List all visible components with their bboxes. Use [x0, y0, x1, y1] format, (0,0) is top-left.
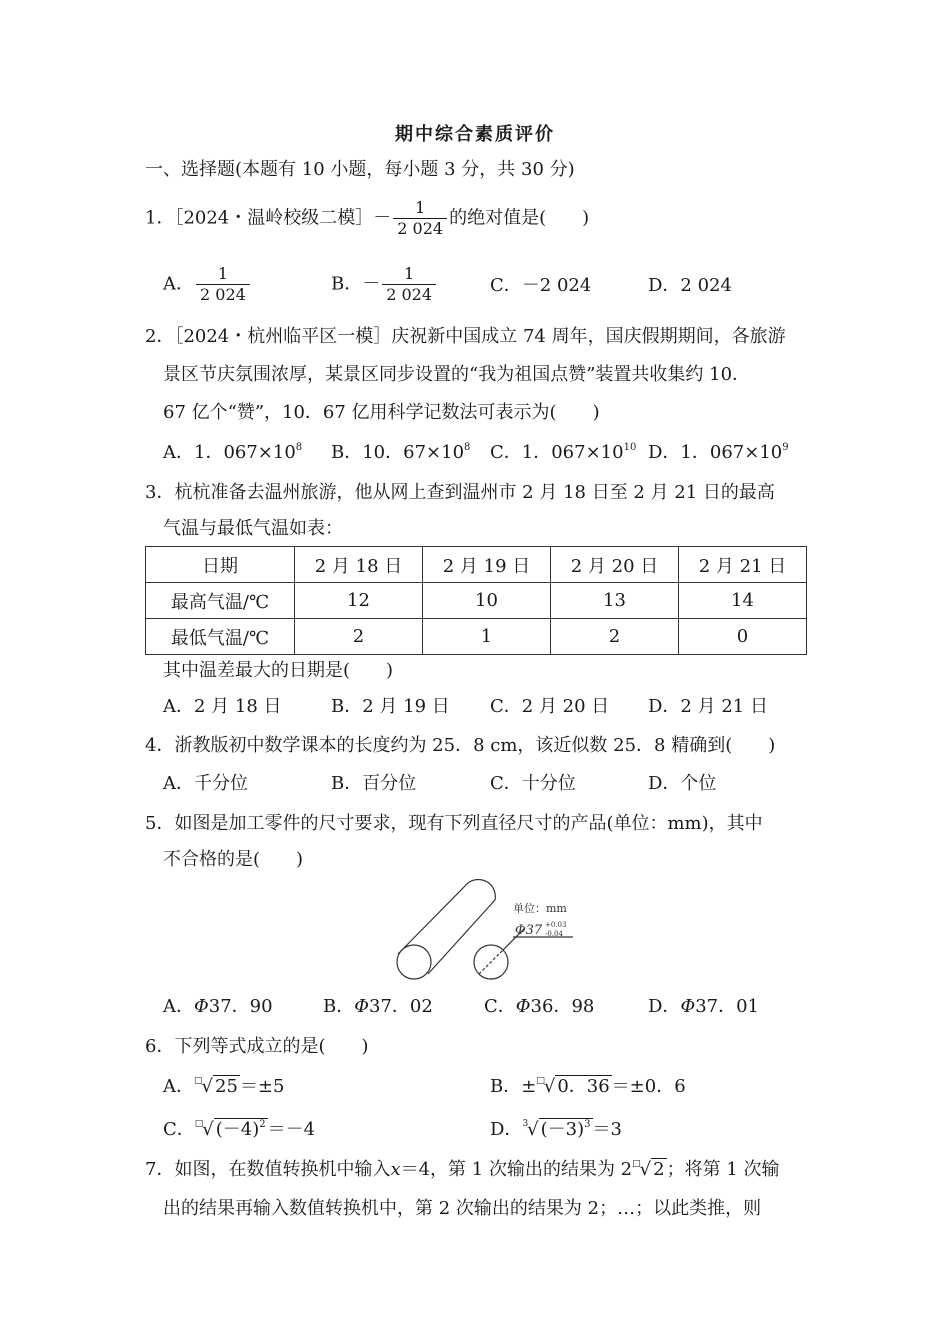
table-cell: 1: [423, 619, 551, 655]
q6-option-c-radicand: [214, 1118, 268, 1140]
q1-number: 1．: [145, 207, 175, 229]
table-row: [146, 619, 807, 655]
table-cell: 10: [423, 583, 551, 619]
q4-option-b: B．百分位: [331, 773, 417, 794]
q3-line-2: 气温与最低气温如表：: [163, 518, 343, 539]
table-header-cell: 2 月 20 日: [551, 547, 679, 583]
q7-line-1: [145, 1158, 780, 1185]
temperature-table: [145, 546, 807, 655]
table-header-row: [146, 547, 807, 583]
q5-option-b-label: B．: [323, 996, 355, 1017]
q1-option-b-fraction: [382, 264, 436, 305]
q2-option-b-base: B．10．67×10: [331, 442, 465, 463]
q7-line-1-start: 7．如图，在数值转换机中输入: [145, 1159, 391, 1180]
q2-option-c-exponent: 10: [623, 442, 637, 453]
q1-fraction: [393, 198, 447, 239]
q3-line-1: 3．杭杭准备去温州旅游，他从网上查到温州市 2 月 18 日至 2 月 21 日的最高: [145, 482, 775, 503]
q2-option-c-base: C．1．067×10: [490, 442, 624, 463]
q1-option-c: C．－2 024: [490, 275, 592, 296]
q6-option-c-index: □: [194, 1119, 204, 1129]
q6-option-c-rhs: ＝－4: [267, 1119, 316, 1140]
q5-option-b-value: 37．02: [369, 996, 433, 1017]
table-header-cell: 2 月 21 日: [679, 547, 807, 583]
q5-line-1: 5．如图是加工零件的尺寸要求，现有下列直径尺寸的产品(单位：mm)，其中: [145, 813, 763, 834]
q2-option-a-base: A．1．067×10: [163, 442, 296, 463]
q1-minus: －: [373, 207, 392, 229]
q2-option-d: [648, 441, 789, 465]
q6-option-b-radical: □√ 0．36: [536, 1076, 610, 1097]
q7-variable-x: x: [390, 1159, 401, 1180]
q6-option-d-label: D．: [490, 1119, 523, 1140]
q5-option-a-value: 37．90: [208, 996, 273, 1017]
q3-option-d: D．2 月 21 日: [648, 696, 768, 717]
cylinder-figure: [385, 870, 595, 988]
table-cell: 0: [679, 619, 807, 655]
q5-option-a-label: A．: [163, 996, 194, 1017]
q6-option-a-index: □: [194, 1076, 203, 1086]
q6-option-a-radical: □√ 25: [194, 1076, 238, 1097]
figure-lower-tolerance: -0.04: [545, 930, 563, 938]
q2-option-b: [331, 441, 470, 465]
q6-option-a: [163, 1075, 284, 1102]
q5-option-a-phi: Φ: [194, 996, 209, 1017]
q3-option-a: A．2 月 18 日: [163, 696, 282, 717]
q5-option-b-phi: Φ: [354, 996, 369, 1017]
q2-option-b-exponent: 8: [464, 442, 471, 453]
q2-option-c: [490, 441, 636, 465]
q1-option-b-denominator: 2 024: [386, 285, 433, 304]
q6-option-b-index: □: [536, 1076, 545, 1086]
q6-option-d-rhs: ＝3: [592, 1119, 622, 1140]
q1-fraction-denominator: 2 024: [397, 219, 444, 238]
q2-line-1: 2．［2024・杭州临平区一模］庆祝新中国成立 74 周年，国庆假期期间，各旅游: [145, 326, 786, 347]
q1-option-a-denominator: 2 024: [200, 285, 246, 304]
page-title: 期中综合素质评价: [395, 124, 555, 145]
q1-fraction-numerator: 1: [393, 198, 447, 219]
q2-option-a: [163, 441, 302, 465]
q5-option-d-phi: Φ: [680, 996, 696, 1017]
q6-option-c-exponent: 2: [259, 1119, 266, 1130]
q1-option-a-label: A．: [163, 273, 194, 295]
q1-option-a: [163, 264, 252, 305]
q7-line-2: 出的结果再输入数值转换机中，第 2 次输出的结果为 2；…；以此类推，则: [163, 1198, 762, 1219]
section-heading: 一、选择题(本题有 10 小题，每小题 3 分，共 30 分): [145, 159, 575, 180]
q1-option-a-numerator: 1: [196, 264, 250, 285]
q7-radical: □√ 2: [632, 1159, 665, 1180]
q6-option-b-radicand: 0．36: [557, 1076, 610, 1097]
q5-option-c-value: 36．98: [530, 996, 595, 1017]
figure-upper-tolerance: +0.03: [545, 921, 567, 929]
q1-source: ［2024・温岭校级二模］: [174, 207, 374, 229]
q7-line-1-end: ；将第 1 次输: [666, 1159, 780, 1180]
diameter-line: [479, 950, 503, 974]
q3-option-b: B．2 月 19 日: [331, 696, 450, 717]
table-cell: 12: [295, 583, 423, 619]
table-cell: 2: [295, 619, 423, 655]
q6-line-1: 6．下列等式成立的是( ): [145, 1036, 369, 1057]
q4-line-1: 4．浙教版初中数学课本的长度约为 25．8 cm，该近似数 25．8 精确到( ): [145, 735, 776, 756]
q6-option-c: [163, 1118, 315, 1145]
table-cell: 13: [551, 583, 679, 619]
q1-option-b: [331, 264, 438, 305]
q6-option-d-radical: $^3$√ $(-3)^3$: [522, 1119, 591, 1140]
q6-option-b: [490, 1075, 686, 1102]
figure-diameter-label: Φ37: [515, 923, 543, 938]
q4-option-a: A．千分位: [163, 773, 248, 794]
q6-option-d-radicand: [539, 1118, 593, 1140]
q1-option-b-minus: －: [362, 273, 381, 295]
q6-option-a-rhs: ＝±5: [239, 1076, 285, 1097]
q1-option-a-fraction: [196, 264, 250, 305]
figure-unit-label: 单位：mm: [513, 902, 567, 915]
q2-line-3: 67 亿个“赞”，10．67 亿用科学记数法可表示为( ): [163, 402, 600, 423]
q5-option-c: [484, 995, 594, 1019]
q3-option-c: C．2 月 20 日: [490, 696, 610, 717]
q7-radicand: 2: [653, 1159, 665, 1180]
q5-option-c-label: C．: [484, 996, 516, 1017]
q5-option-d: [648, 995, 759, 1019]
q6-option-a-label: A．: [163, 1076, 194, 1097]
q3-after-table: 其中温差最大的日期是( ): [163, 660, 394, 681]
table-cell: 14: [679, 583, 807, 619]
table-header-cell: 日期: [146, 547, 295, 583]
q2-option-d-base: D．1．067×10: [648, 442, 783, 463]
q6-option-b-rhs: ＝±0．6: [611, 1076, 686, 1097]
q2-option-d-exponent: 9: [782, 442, 789, 453]
q6-option-b-label: B．±: [490, 1076, 537, 1097]
question-1: [145, 198, 589, 239]
q5-option-d-value: 37．01: [695, 996, 760, 1017]
table-header-cell: 2 月 19 日: [423, 547, 551, 583]
q5-option-c-phi: Φ: [515, 996, 531, 1017]
q7-line-1-middle: ＝4，第 1 次输出的结果为 2: [400, 1159, 633, 1180]
q1-option-b-label: B．: [331, 273, 363, 295]
q5-option-a: [163, 995, 273, 1019]
table-header-cell: 2 月 18 日: [295, 547, 423, 583]
table-cell: 2: [551, 619, 679, 655]
q1-option-d: D．2 024: [648, 275, 732, 296]
q6-option-d-exponent: 3: [584, 1119, 591, 1130]
q1-suffix: 的绝对值是( ): [449, 207, 590, 229]
table-cell: 最高气温/℃: [146, 583, 295, 619]
q6-option-a-radicand: 25: [215, 1076, 238, 1097]
q4-option-d: D．个位: [648, 773, 717, 794]
q5-option-d-label: D．: [648, 996, 681, 1017]
table-cell: 最低气温/℃: [146, 619, 295, 655]
q6-option-d: [490, 1118, 622, 1145]
q6-option-c-radical: □√ $(-4)^2$: [194, 1119, 266, 1140]
table-row: [146, 583, 807, 619]
q2-option-a-exponent: 8: [295, 442, 303, 453]
q6-option-d-base: (－3): [540, 1119, 585, 1140]
q6-option-c-label: C．: [163, 1119, 195, 1140]
q1-option-b-numerator: 1: [382, 264, 436, 285]
q6-option-d-index: 3: [522, 1119, 529, 1129]
q2-line-2: 景区节庆氛围浓厚，某景区同步设置的“我为祖国点赞”装置共收集约 10．: [163, 364, 751, 385]
q5-option-b: [323, 995, 433, 1019]
q5-line-2: 不合格的是( ): [163, 849, 304, 870]
q4-option-c: C．十分位: [490, 773, 576, 794]
cylinder-body: [398, 880, 495, 974]
q7-radical-index: □: [632, 1159, 641, 1169]
q6-option-c-base: (－4): [215, 1119, 260, 1140]
